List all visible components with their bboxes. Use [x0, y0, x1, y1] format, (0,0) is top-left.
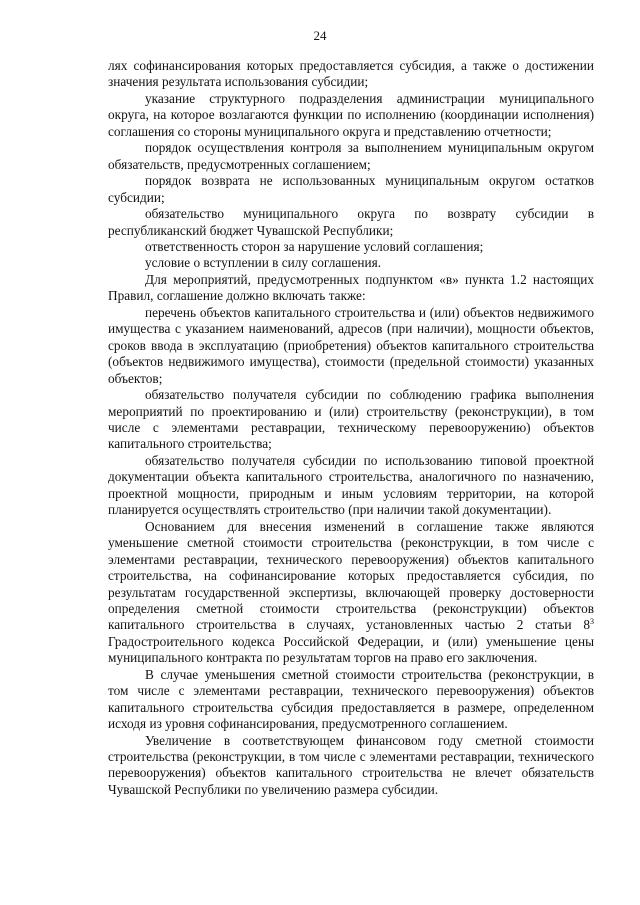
document-body	[108, 58, 594, 798]
paragraph-responsibility: ответственность сторон за нарушение условий соглашения;	[145, 238, 484, 254]
paragraph-schedule-obligation: обязательство получателя субсидии по соблюдению графика выполнения мероприятий по проектированию и (или) строительству (реконструкции), в том числе с элементами реставрации, техническому перевооружению) объектов капитального строительства;	[108, 387, 594, 452]
paragraph-typical-design-obligation: обязательство получателя субсидии по использованию типовой проектной документации объекта капитального строительства, аналогичного по назначению, проектной мощности, природным и иным условиям территории, на которой планируется осуществлять строительство (при наличии такой документации).	[108, 452, 594, 518]
paragraph-cost-decrease: В случае уменьшения сметной стоимости строительства (реконструкции, в том числе с элементами реставрации, технического перевооружения) объектов капитального строительства субсидия предоставляется в размере, определенном исходя из уровня софинансирования, предусмотренного соглашением.	[108, 666, 594, 732]
paragraph-continuation: лях софинансирования которых предоставляется субсидия, а также о достижении значения результата использования субсидии;	[108, 58, 594, 90]
article-superscript: 3	[590, 617, 594, 627]
paragraph-return-obligation: обязательство муниципального округа по возврату субсидии в республиканский бюджет Чувашской Республики;	[108, 206, 594, 238]
paragraph-return-procedure: порядок возврата не использованных муниципальным округом остатков субсидии;	[108, 173, 594, 205]
paragraph-amendment-grounds	[108, 519, 594, 667]
amendment-text-before: Основанием для внесения изменений в соглашение также являются уменьшение сметной стоимости строительства (реконструкции, в том числе с элементами реставрации, технического перевооружения) объектов капитального строительства, на софинансирование которых предоставляется субсидия, по результатам государственной экспертизы, включающей проверку достоверности определения сметной стоимости строительства (реконструкции) объектов капитального строительства в случаях, установленных частью 2 статьи 8	[108, 518, 594, 633]
paragraph-structural-unit: указание структурного подразделения администрации муниципального округа, на которое возлагаются функции по исполнению (координации исполнения) соглашения со стороны муниципального округа и представлению отчетности;	[108, 90, 594, 139]
paragraph-cost-increase: Увеличение в соответствующем финансовом году сметной стоимости строительства (реконструкции, в том числе с элементами реставрации, технического перевооружения) объектов капитального строительства не влечет обязательств Чувашской Республики по увеличению размера субсидии.	[108, 732, 594, 797]
paragraph-entry-into-force: условие о вступлении в силу соглашения.	[145, 255, 382, 271]
amendment-text-after: Градостроительного кодекса Российской Федерации, и (или) уменьшение цены муниципального контракта по результатам торгов на право его заключения.	[108, 633, 594, 666]
paragraph-object-list: перечень объектов капитального строительства и (или) объектов недвижимого имущества с указанием наименований, адресов (при наличии), мощности объектов, сроков ввода в эксплуатацию (приобретения) объектов капитального строительства (объектов недвижимого имущества), стоимости (предельной стоимости) указанных объектов;	[108, 304, 594, 386]
paragraph-measures-intro: Для мероприятий, предусмотренных подпунктом «в» пункта 1.2 настоящих Правил, соглашение должно включать также:	[108, 271, 594, 304]
paragraph-control-procedure: порядок осуществления контроля за выполнением муниципальным округом обязательств, предусмотренных соглашением;	[108, 140, 594, 172]
page-number: 24	[313, 28, 327, 43]
